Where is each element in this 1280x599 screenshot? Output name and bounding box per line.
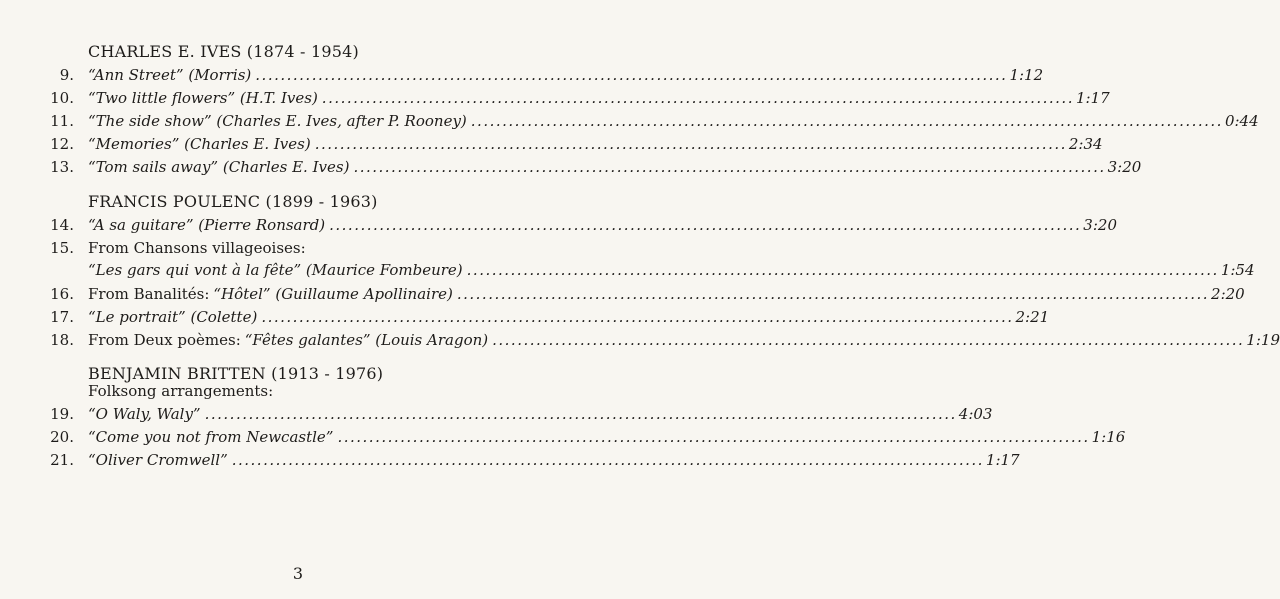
track-duration: 4:03	[958, 405, 993, 423]
track-title: “Memories” (Charles E. Ives)	[88, 135, 311, 153]
dot-leader: ........................................................................................................................	[470, 112, 1223, 130]
track-title: “A sa guitare” (Pierre Ronsard)	[88, 216, 326, 234]
track-number: 19.	[50, 405, 74, 423]
track-duration: 1:54	[1220, 261, 1255, 279]
track-number: 13.	[50, 158, 74, 176]
track-number: 11.	[50, 112, 74, 130]
dot-leader: ........................................................................................................................	[321, 89, 1074, 107]
track-title: “Tom sails away” (Charles E. Ives)	[88, 158, 350, 176]
track-number: 15.	[50, 239, 74, 257]
track-duration: 0:44	[1224, 112, 1259, 130]
dot-leader: ........................................................................................................................	[314, 135, 1067, 153]
track-duration: 1:17	[985, 451, 1020, 469]
dot-leader: ........................................................................................................................	[466, 261, 1219, 279]
track-number: 21.	[50, 451, 74, 469]
track-title: “Hôtel” (Guillaume Apollinaire)	[213, 285, 453, 303]
track-row	[0, 403, 993, 425]
section-heading-poulenc: FRANCIS POULENC (1899 - 1963)	[88, 192, 378, 211]
track-duration: 3:20	[1107, 158, 1142, 176]
dot-leader: ........................................................................................................................	[261, 308, 1014, 326]
dot-leader: ........................................................................................................................	[456, 285, 1210, 303]
track-row	[0, 329, 1280, 351]
track-number: 17.	[50, 308, 74, 326]
track-duration: 1:16	[1091, 428, 1126, 446]
track-row	[0, 426, 1126, 448]
track-duration: 1:17	[1075, 89, 1110, 107]
track-title: “The side show” (Charles E. Ives, after P. Rooney)	[88, 112, 467, 130]
track-number: 14.	[50, 216, 74, 234]
track-row	[0, 214, 1117, 236]
track-row	[0, 283, 1245, 305]
track-duration: 1:19	[1246, 331, 1280, 349]
track-title: “Les gars qui vont à la fête” (Maurice Fombeure)	[88, 261, 463, 279]
track-number: 9.	[59, 66, 74, 84]
track-row	[0, 449, 1020, 471]
track-duration: 3:20	[1083, 216, 1117, 234]
track-number: 20.	[50, 428, 74, 446]
track-duration: 1:12	[1009, 66, 1044, 84]
track-number: 10.	[50, 89, 74, 107]
dot-leader: ........................................................................................................................	[204, 405, 957, 423]
dot-leader: ........................................................................................................................	[231, 451, 984, 469]
track-row	[0, 133, 1103, 155]
track-collection: From Chansons villageoises:	[88, 239, 306, 257]
dot-leader: ........................................................................................................................	[329, 216, 1082, 234]
dot-leader: ........................................................................................................................	[492, 331, 1245, 349]
track-row	[0, 306, 1050, 328]
track-number: 18.	[50, 331, 74, 349]
dot-leader: ........................................................................................................................	[353, 158, 1106, 176]
track-collection: From Deux poèmes:	[88, 331, 241, 349]
track-duration: 2:34	[1068, 135, 1103, 153]
page-number: 3	[292, 564, 304, 583]
track-number: 12.	[50, 135, 74, 153]
dot-leader: ........................................................................................................................	[337, 428, 1090, 446]
section-heading-britten: BENJAMIN BRITTEN (1913 - 1976)	[88, 364, 384, 383]
track-row	[0, 110, 1259, 132]
section-heading-ives: CHARLES E. IVES (1874 - 1954)	[88, 42, 359, 61]
track-row	[0, 156, 1142, 178]
track-title: “Ann Street” (Morris)	[88, 66, 252, 84]
track-number: 16.	[50, 285, 74, 303]
track-duration: 2:21	[1015, 308, 1050, 326]
track-title: “Come you not from Newcastle”	[88, 428, 334, 446]
section-subheading: Folksong arrangements:	[88, 382, 274, 400]
track-title: “Two little flowers” (H.T. Ives)	[88, 89, 318, 107]
track-collection: From Banalités:	[88, 285, 210, 303]
track-row	[0, 87, 1110, 109]
dot-leader: ........................................................................................................................	[255, 66, 1008, 84]
track-row	[0, 64, 1044, 86]
track-duration: 2:20	[1211, 285, 1245, 303]
track-title: “Le portrait” (Colette)	[88, 308, 258, 326]
track-title: “Fêtes galantes” (Louis Aragon)	[244, 331, 489, 349]
track-title: “O Waly, Waly”	[88, 405, 201, 423]
track-title: “Oliver Cromwell”	[88, 451, 228, 469]
track-row	[0, 237, 1255, 281]
